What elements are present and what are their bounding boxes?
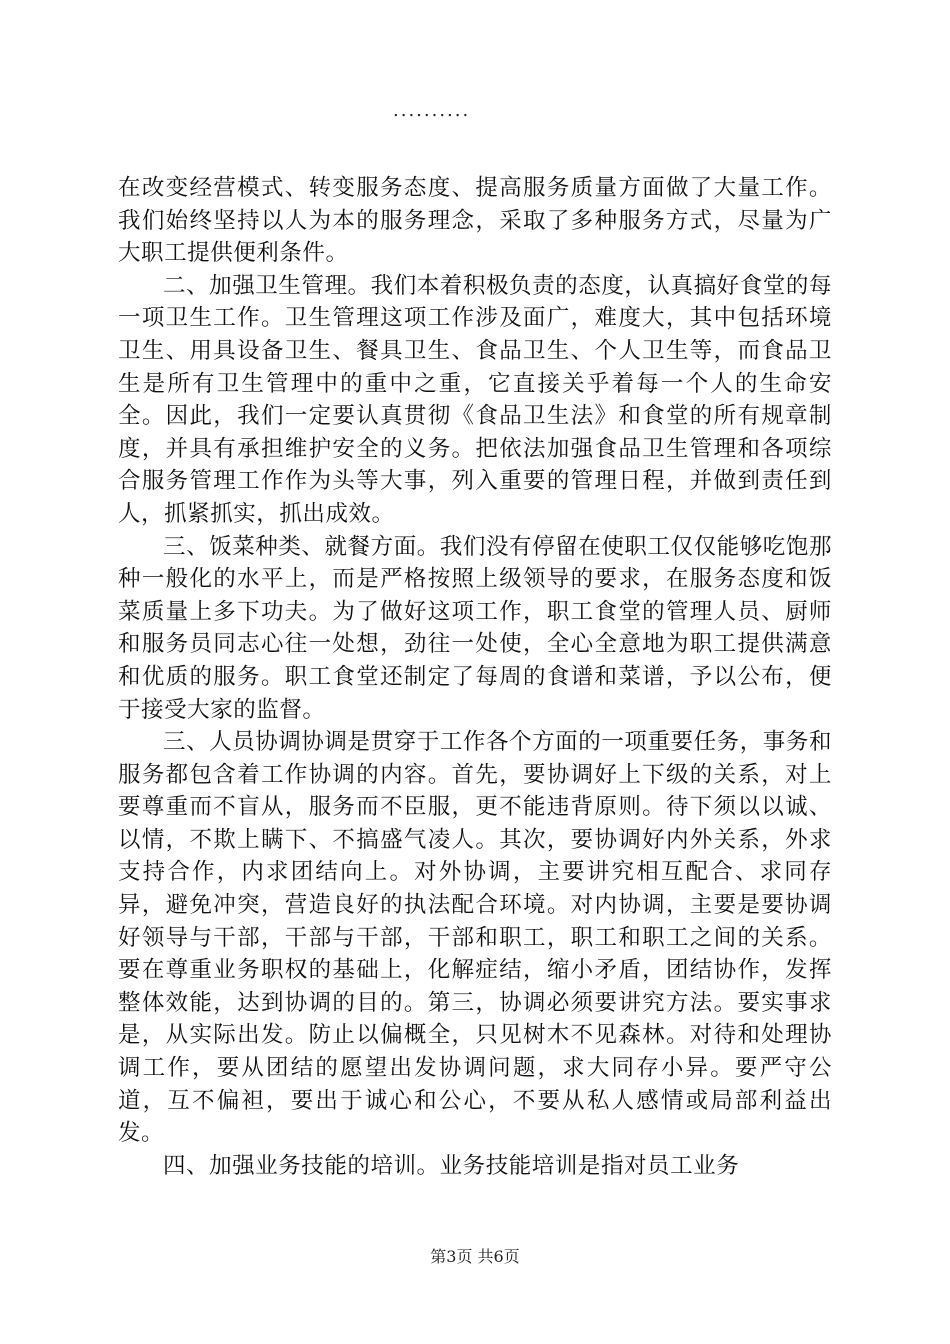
paragraph-staff-coordination: 三、人员协调协调是贯穿于工作各个方面的一项重要任务，事务和服务都包含着工作协调的内容。首先，要协调好上下级的关系，对上要尊重而不盲从，服务而不臣服，更不能违背原则。待下须以以诚、以情，不欺上瞒下、不搞盛气凌人。其次，要协调好内外关系，外求支持合作，内求团结向上。对外协调，主要讲究相互配合、求同存异，避免冲突，营造良好的执法配合环境。对内协调，主要是要协调好领导与干部，干部与干部，干部和职工，职工和职工之间的关系。要在尊重业务职权的基础上，化解症结，缩小矛盾，团结协作，发挥整体效能，达到协调的目的。第三，协调必须要讲究方法。要实事求是，从实际出发。防止以偏概全，只见树木不见森林。对待和处理协调工作，要从团结的愿望出发协调问题，求大同存小异。要严守公道，互不偏袒，要出于诚心和公心，不要从私人感情或局部利益出发。 bbox=[118, 729, 832, 1147]
header-dotted-mark: .......... bbox=[393, 100, 471, 121]
paragraph-skills-training: 四、加强业务技能的培训。业务技能培训是指对员工业务 bbox=[163, 1152, 740, 1179]
paragraph-hygiene-management: 二、加强卫生管理。我们本着积极负责的态度，认真搞好食堂的每一项卫生工作。卫生管理这项工作涉及面广，难度大，其中包括环境卫生、用具设备卫生、餐具卫生、食品卫生、个人卫生等，而食品卫生是所有卫生管理中的重中之重，它直接关乎着每一个人的生命安全。因此，我们一定要认真贯彻《食品卫生法》和食堂的所有规章制度，并具有承担维护安全的义务。把依法加强食品卫生管理和各项综合服务管理工作作为头等大事，列入重要的管理日程，并做到责任到人，抓紧抓实，抓出成效。 bbox=[118, 272, 832, 527]
paragraph-continuation: 在改变经营模式、转变服务态度、提高服务质量方面做了大量工作。我们始终坚持以人为本的服务理念，采取了多种服务方式，尽量为广大职工提供便利条件。 bbox=[118, 175, 832, 267]
page-number-footer: 第3页 共6页 bbox=[430, 1247, 520, 1266]
document-body bbox=[118, 172, 832, 1182]
paragraph-meals-dining: 三、饭菜种类、就餐方面。我们没有停留在使职工仅仅能够吃饱那种一般化的水平上，而是严格按照上级领导的要求，在服务态度和饭菜质量上多下功夫。为了做好这项工作，职工食堂的管理人员、厨师和服务员同志心往一处想，劲往一处使，全心全意地为职工提供满意和优质的服务。职工食堂还制定了每周的食谱和菜谱，予以公布，便于接受大家的监督。 bbox=[118, 533, 832, 723]
